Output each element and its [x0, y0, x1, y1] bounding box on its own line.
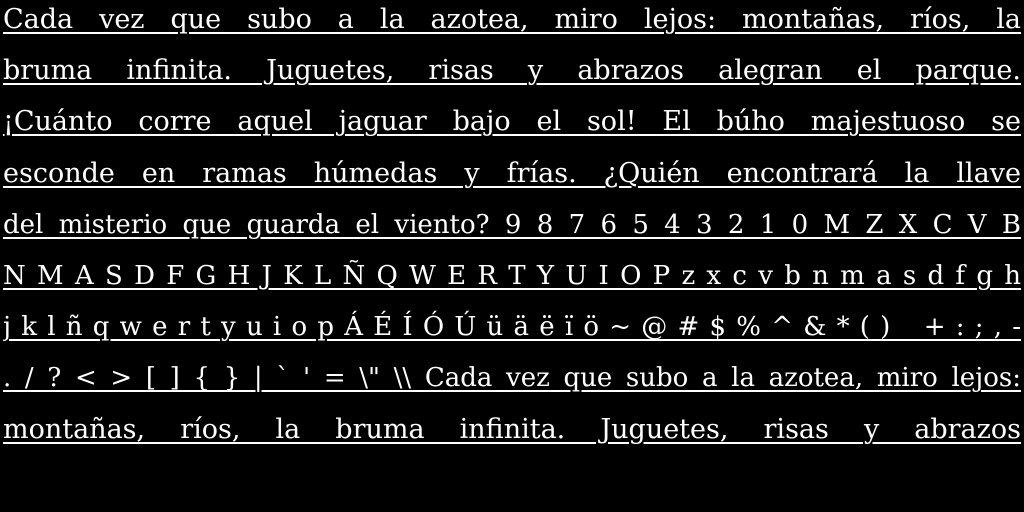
text-line-7: j k l ñ q w e r t y u i o p Á É Í Ó Ú ü ä ë ï ö ~ @ # $ % ^ & * ( ) _ + : ; , -: [3, 312, 1021, 343]
text-line-1: Cada vez que subo a la azotea, miro lejos: montañas, ríos, la: [3, 4, 1021, 35]
text-line-6: N M A S D F G H J K L Ñ Q W E R T Y U I O P z x c v b n m a s d f g h: [3, 260, 1021, 291]
text-line-2: bruma infinita. Juguetes, risas y abrazos alegran el parque.: [3, 55, 1021, 87]
text-line-3: ¡Cuánto corre aquel jaguar bajo el sol! El búho majestuoso se: [3, 106, 1021, 138]
text-block: [3, 0, 1021, 457]
text-line-8: . / ? < > [ ] { } | ` ' = \" \\ Cada vez que subo a la azotea, miro lejos:: [3, 363, 1021, 394]
text-line-4: esconde en ramas húmedas y frías. ¿Quién encontrará la llave: [3, 157, 1021, 189]
text-line-9: montañas, ríos, la bruma infinita. Juguetes, risas y abrazos: [3, 413, 1021, 445]
text-line-5: del misterio que guarda el viento? 9 8 7 6 5 4 3 2 1 0 M Z X C V B: [3, 209, 1021, 240]
